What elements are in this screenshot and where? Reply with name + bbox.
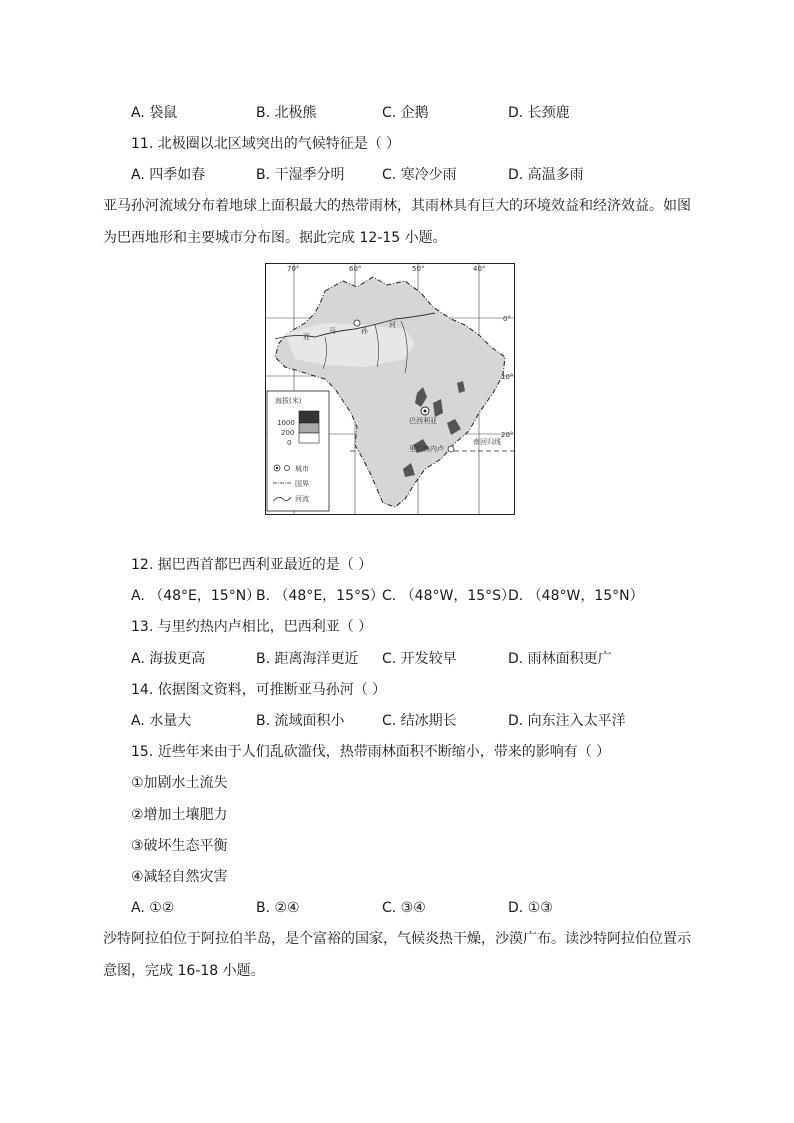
q13-stem: 13. 与里约热内卢相比，巴西利亚（ ） [131, 619, 373, 635]
legend-title: 海拔(米) [275, 397, 302, 405]
legend-level-0: 0 [287, 439, 292, 447]
q12-option-c: C. （48°W，15°S） [382, 588, 516, 604]
q10-option-c: C. 企鹅 [382, 105, 429, 121]
q13-option-a: A. 海拔更高 [131, 651, 206, 667]
q13-option-b: B. 距离海洋更近 [256, 651, 359, 667]
map-legend [267, 391, 329, 511]
city-label-brasilia: 巴西利亚 [409, 417, 437, 425]
q12-option-d: D. （48°W，15°N） [508, 588, 644, 604]
q14-option-c: C. 结冰期长 [382, 713, 457, 729]
q10-option-a: A. 袋鼠 [131, 105, 178, 121]
q14-option-b: B. 流域面积小 [256, 713, 345, 729]
lon-label-60: 60° [349, 265, 362, 273]
q11-option-d: D. 高温多雨 [508, 167, 584, 183]
river-label-4: 河 [389, 321, 396, 329]
q15-item-2: ②增加土壤肥力 [131, 807, 228, 823]
river-label-1: 亚 [303, 333, 310, 341]
legend-level-1000: 1000 [277, 419, 295, 427]
q15-stem: 15. 近些年来由于人们乱砍滥伐，热带雨林面积不断缩小，带来的影响有（ ） [131, 744, 611, 760]
intro2-line1: 沙特阿拉伯位于阿拉伯半岛，是个富裕的国家，气候炎热干燥，沙漠广布。读沙特阿拉伯位置示 [103, 931, 691, 947]
q14-option-a: A. 水量大 [131, 713, 192, 729]
q15-item-3: ③破坏生态平衡 [131, 838, 228, 854]
q13-option-d: D. 雨林面积更广 [508, 651, 612, 667]
lon-label-40: 40° [473, 265, 486, 273]
intro1-line1: 亚马孙河流域分布着地球上面积最大的热带雨林，其雨林具有巨大的环境效益和经济效益。如图 [103, 198, 691, 214]
city-label-rio: 里约热内卢 [409, 445, 444, 453]
legend-level-200: 200 [281, 429, 295, 437]
lat-label-20: 20° [501, 431, 514, 439]
brazil-map [265, 263, 515, 515]
q15-option-a: A. ①② [131, 900, 175, 916]
lon-label-70: 70° [287, 265, 300, 273]
legend-city: 城市 [295, 465, 309, 473]
q12-stem: 12. 据巴西首都巴西利亚最近的是（ ） [131, 557, 373, 573]
q12-option-b: B. （48°E，15°S） [256, 588, 384, 604]
q15-item-1: ①加剧水土流失 [131, 775, 228, 791]
rio-marker [448, 446, 454, 452]
legend-border: 国界 [295, 480, 309, 488]
q11-option-b: B. 干湿季分明 [256, 167, 345, 183]
q15-option-b: B. ②④ [256, 900, 300, 916]
intro1-line2: 为巴西地形和主要城市分布图。据此完成 12-15 小题。 [103, 230, 447, 246]
lon-label-50: 50° [412, 265, 425, 273]
lat-label-10: 10° [501, 373, 514, 381]
q11-option-a: A. 四季如春 [131, 167, 206, 183]
q10-option-d: D. 长颈鹿 [508, 105, 570, 121]
q14-stem: 14. 依据图文资料，可推断亚马孙河（ ） [131, 682, 387, 698]
tropic-label: 南回归线 [473, 438, 501, 446]
q15-option-c: C. ③④ [382, 900, 426, 916]
lat-label-0: 0° [503, 315, 511, 323]
river-label-3: 孙 [361, 327, 368, 335]
q10-option-b: B. 北极熊 [256, 105, 317, 121]
q12-option-a: A. （48°E，15°N） [131, 588, 261, 604]
intro2-line2: 意图，完成 16-18 小题。 [103, 963, 265, 979]
q13-option-c: C. 开发较早 [382, 651, 457, 667]
q15-item-4: ④减轻自然灾害 [131, 869, 228, 885]
legend-river: 河流 [295, 495, 309, 503]
q15-option-d: D. ①③ [508, 900, 553, 916]
q11-option-c: C. 寒冷少雨 [382, 167, 457, 183]
q11-stem: 11. 北极圈以北区域突出的气候特征是（ ） [131, 136, 401, 152]
river-label-2: 马 [329, 327, 336, 335]
q14-option-d: D. 向东注入太平洋 [508, 713, 626, 729]
